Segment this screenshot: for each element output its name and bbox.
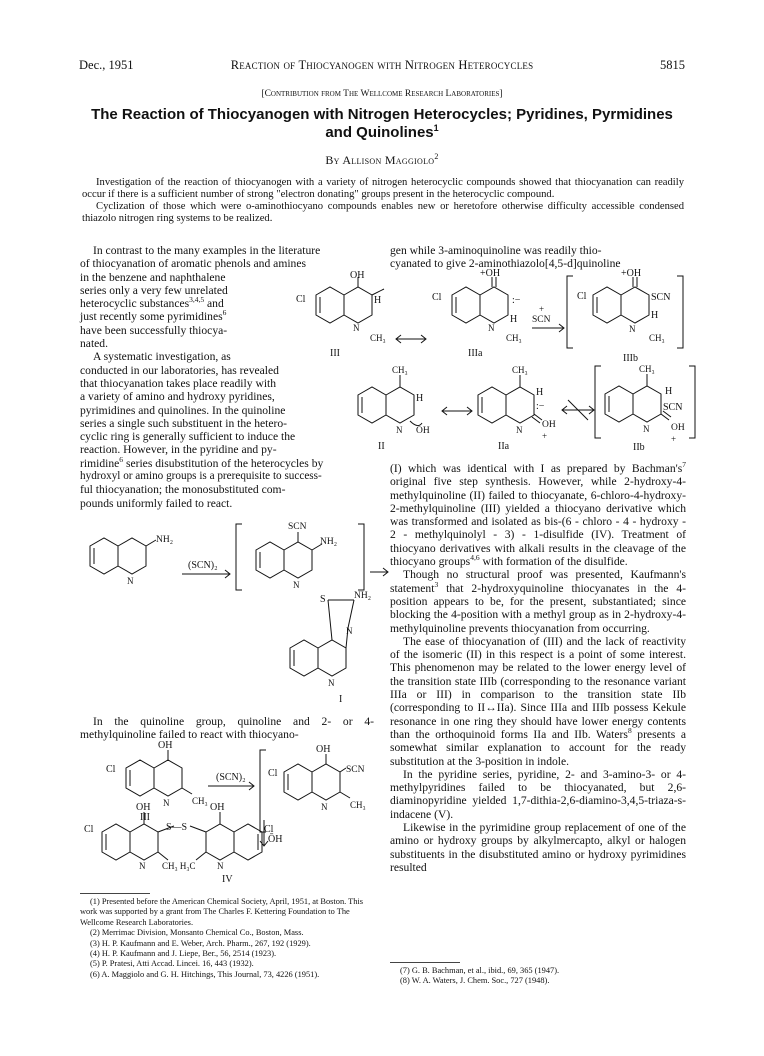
atom-label: CH₃ [639,364,655,374]
charge-label: + [671,434,677,444]
running-header [79,58,685,74]
header-running-title: Reaction of Thiocyanogen with Nitrogen Heterocycles [230,58,534,72]
atom-label: OH [416,426,430,436]
text-span: with formation of the disulfide. [479,555,628,569]
atom-label: Cl [106,764,116,775]
text-line: A systematic investigation, as [93,350,231,364]
citation-ref: 7 [682,460,686,470]
article-title [79,106,685,142]
text-span: that 2-hydroxyquinoline thiocyanates in the 4-position appears to be, for the present, substantiated; since blocking the 4-position with a methyl group as in 2-hydroxy-4-methylquinoline prevents thiocyanation from occurring. [390,581,686,635]
text-line: ful thiocyanation; the monosubstituted com- [80,483,286,497]
resonance-arrow [394,334,428,344]
atom-label: N [629,324,636,334]
compound-label: IV [222,874,233,885]
footnote: (3) H. P. Kaufmann and E. Weber, Arch. Pharm., 267, 192 (1929). [90,938,311,948]
atom-label: H [536,387,544,398]
reagent-label: (SCN)₂ [216,772,246,783]
text-line: In contrast to the many examples in the literature [93,244,321,257]
citation-ref: 3 [434,579,439,589]
atom-label: CH₃ [506,333,522,343]
text-line: in the benzene and naphthalene [80,270,226,284]
footnote: (5) P. Pratesi, Atti Accad. Lincei. 16, 443 (1932). [90,959,254,969]
text-line: reaction. However, in the pyridine and py- [80,443,277,457]
text-span: (I) which was identical with I as prepared by Bachman's [390,462,683,475]
structure-IV [80,800,380,890]
structure-IIIb [565,268,695,368]
atom-label: SCN [651,292,671,303]
atom-label: N [139,861,146,871]
footnote-rule [390,962,460,963]
atom-label: :− [536,401,545,412]
atom-label: S [320,594,326,605]
atom-label: OH [136,802,151,813]
atom-label: OH [316,744,331,755]
compound-label-I: I [339,694,343,705]
structure-IIa [470,365,560,457]
atom-label: N [396,425,403,435]
compound-label: III [330,348,340,359]
paragraph [390,568,686,634]
compound-label: IIIa [468,348,483,359]
atom-label: N [643,424,650,434]
atom-label: N [163,798,170,808]
atom-label: Cl [432,292,442,303]
citation-ref: 3,4,5 [189,295,205,305]
right-column-top [390,244,686,271]
atom-label: SCN [288,522,307,532]
atom-label: N [488,323,495,333]
abstract [82,177,684,225]
structure-I [270,588,380,688]
no-reaction-arrow [560,398,596,422]
text-span: Though no structural proof was presented, Kaufmann's statement [390,568,686,595]
text-span: series disubstitution of the heterocycles by [123,456,324,470]
contribution-line: [Contribution from The Wellcome Research Laboratories] [261,89,503,99]
text-line: series a single such substituent in the hetero- [80,416,288,430]
text-line: gen while 3-aminoquinoline was readily thio- [390,244,602,257]
text-line: a variety of amino and hydroxy pyridines, [80,390,275,404]
abstract-para-1: Investigation of the reaction of thiocyanogen with a variety of nitrogen heterocyclic compounds showed that thiocyanation can readily occur if there is a sufficient number of strong "electron donating" groups present in the heterocyclic compound. [82,177,684,200]
footnote: (4) H. P. Kaufmann and J. Liepe, Ber., 56, 2514 (1923). [90,949,277,959]
text-line [80,454,380,470]
text-line: nated. [80,337,109,351]
left-column-quinoline [80,715,374,742]
text-line: have been successfully thiocya- [80,323,228,337]
atom-label: NH₂ [156,535,174,545]
text-span: and [204,297,224,311]
atom-label: CH₃ [350,800,366,810]
header-date: Dec., 1951 [79,58,134,72]
structure-IIIa [432,270,532,365]
reaction-arrow-scn [530,300,570,340]
atom-label: N [353,323,360,333]
atom-label: CH₃ [192,796,208,806]
atom-label: NH₂ [354,591,372,601]
atom-label: N [127,576,134,586]
atom-label: S—S [166,822,188,833]
citation-ref: 6 [222,308,227,318]
citation-ref: 8 [627,726,632,736]
structure-III [290,270,390,365]
author-line [79,153,685,168]
paragraph [390,635,686,768]
charge-label: + [542,431,548,441]
text-span: heterocyclic substances [80,297,190,311]
atom-label: SCN [346,765,365,775]
text-line [80,297,280,310]
text-line: hydroxyl or amino groups is a prerequisite to success- [80,470,322,483]
text-line: of thiocyanation of aromatic phenols and amines [80,257,307,271]
compound-label: III [140,812,150,823]
author-name: By Allison Maggiolo [325,153,435,167]
paragraph: In the pyridine series, pyridine, 2- and 3-amino-3- or 4-methylpyridines failed to be thiocyanated, but 2,6-diaminopyridine yielded 1,7-dithia-2,6-diamino-3,4,5-triaza-s-indacene (V). [390,767,686,821]
atom-label: H [510,314,518,325]
abstract-para-2: Cyclization of those which were o-aminothiocyano compounds enables new or heretofore otherwise difficulty accessible condensed thiazolo nitrogen ring systems to be realized. [82,201,684,224]
atom-label: +OH [621,268,642,279]
footnote: (7) G. B. Bachman, et al., ibid., 69, 365 (1947). [400,966,560,975]
structure-II [350,365,440,457]
resonance-arrow [440,406,474,416]
paragraph: In the quinoline group, quinoline and 2- or 4-methylquinoline failed to react with thiocyano- [80,715,374,742]
text-line: pounds uniformly failed to react. [80,496,233,510]
atom-label: H [665,386,673,397]
header-page-number: 5815 [660,58,685,72]
right-column-body [390,462,686,874]
structure-IIb [593,360,703,456]
footnote: (6) A. Maggiolo and G. H. Hitchings, This Journal, 73, 4226 (1951). [90,969,320,979]
atom-label: CH₃ [370,333,386,343]
title-footnote-ref: 1 [433,123,439,133]
paragraph [390,462,686,568]
compound-label: IIa [498,441,510,452]
atom-label: N [293,580,300,590]
atom-label: CH₃ [512,365,528,375]
atom-label: N [217,861,224,871]
atom-label: Cl [84,824,94,835]
atom-label: NH₂ [320,537,338,547]
atom-label: OH [210,802,225,813]
reagent-label: SCN [532,315,551,325]
atom-label: OH [350,270,365,281]
text-line: that thiocyanation takes place readily with [80,376,277,390]
text-line: cyclic ring is generally sufficient to induce the [80,430,296,444]
atom-label: H [374,295,382,306]
atom-label: N [346,626,353,636]
compound-label: IIb [633,442,645,453]
text-span: The ease of thiocyanation of (III) and the lack of reactivity of the isomeric (II) in this respect is a point of some interest. This phenomenon may be related to the lower energy level of the transition state IIIb (corresponding to the resonance variant IIIa or III) in comparison to the transition state IIb (corresponding to II↔IIa). Since IIIa and IIIb possess Kekule resonance in one ring they should have lower energy contents than the orthoquinoid forms IIa and IIb. Waters [390,634,686,741]
paragraph: Likewise in the pyrimidine group replacement of one of the amino or hydroxy groups by alkylmercapto, alkyl or halogen substituents in the disubstituted amino or hydroxy pyrimidines resulted [390,821,686,874]
citation-ref: 4,6 [470,553,480,563]
text-span: just recently some pyrimidines [80,310,223,324]
text-span: rimidine [80,456,120,470]
atom-label: CH₃ H₃C [162,861,196,871]
charge-label: + [539,304,545,314]
atom-label: Cl [268,768,278,779]
footnote: (2) Merrimac Division, Monsanto Chemical Co., Boston, Mass. [90,928,304,938]
atom-label: Cl [577,291,587,302]
atom-label: Cl [296,294,306,305]
text-span: presents a somewhat similar explanation to account for the ready substitution at the 3-position in indole. [390,727,687,768]
atom-label: N [328,678,335,688]
atom-label: +OH [480,268,501,279]
atom-label: CH₃ [392,365,408,375]
footnotes-right [390,966,686,987]
text-line: cyanated to give 2-aminothiazolo[4,5-d]quinoline [390,257,621,271]
atom-label: N [321,802,328,812]
atom-label: CH₃ [649,333,665,343]
atom-label: :− [512,295,521,306]
text-span: original five step synthesis. However, while 2-hydroxy-4-methylquinoline (II) failed to thiocyanate, 6-chloro-4-hydroxy-2-methylquinoline (III) yielded a thiocyano derivative which was transformed and isolated as bis-(6 - chloro - 4 - hydroxy - 2 - methylquinolyl - 3) - 1-disulfide (IV). Treatment of thiocyano derivatives with alkali results in the cleavage of the thiocyano groups [390,475,686,569]
atom-label: H [416,393,424,404]
footnote: (8) W. A. Waters, J. Chem. Soc., 727 (1948). [400,976,550,986]
atom-label: N [516,425,523,435]
reagent-label: ŌH [268,834,283,845]
atom-label: OH [158,740,173,751]
footnote: (1) Presented before the American Chemical Society, April, 1951, at Boston. This work was supported by a grant from The Charles F. Kettering Foundation to The Wellcome Research Laboratories. [80,897,364,927]
text-line: pyrimidines and quinolines. In the quinoline [80,403,286,417]
compound-label: II [378,441,385,452]
citation-ref: 6 [119,454,124,464]
reagent-label: (SCN)₂ [188,560,218,571]
atom-label: OH [671,423,685,433]
footnote-rule [80,893,150,894]
text-line: series only a very few unrelated [80,283,228,297]
article-title-text: The Reaction of Thiocyanogen with Nitrogen Heterocycles; Pyridines, Pyrmidines and Quinolines [91,106,673,141]
text-line: conducted in our laboratories, has revealed [80,363,279,377]
footnotes-left [80,897,374,980]
atom-label: Cl [264,824,274,835]
atom-label: OH [542,420,556,430]
atom-label: SCN [663,402,683,413]
compound-label: IIIb [623,353,638,364]
author-footnote-ref: 2 [434,152,439,161]
atom-label: H [651,310,659,321]
